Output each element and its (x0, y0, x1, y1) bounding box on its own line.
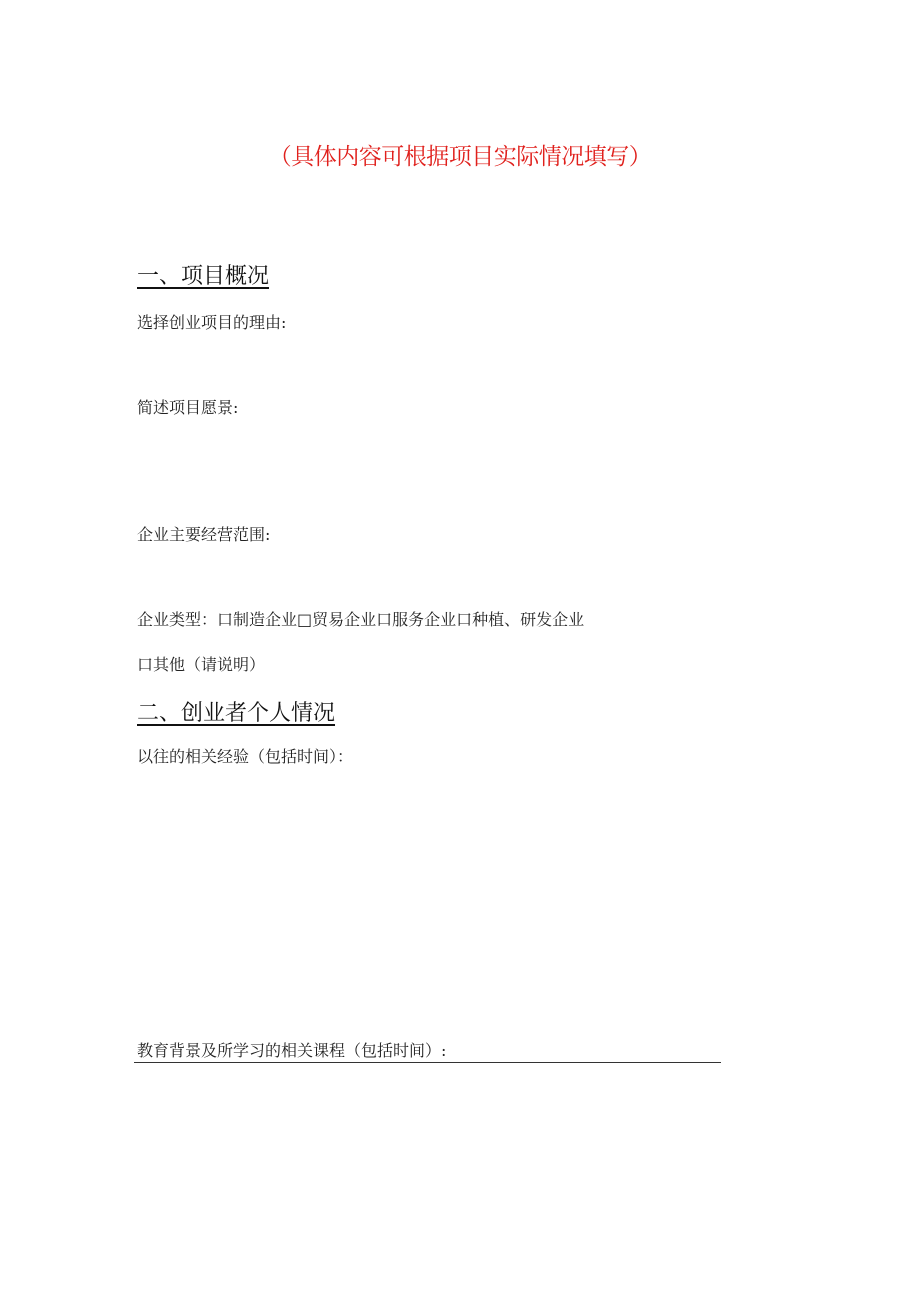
field-label-education-background: 教育背景及所学习的相关课程（包括时间）: (137, 1041, 447, 1060)
field-label-project-reason: 选择创业项目的理由: (137, 313, 287, 332)
field-label-enterprise-type: 企业类型：口制造企业□贸易企业口服务企业口种植、研发企业 (137, 610, 585, 629)
field-label-past-experience: 以往的相关经验（包括时间）： (137, 747, 354, 766)
section-title-project-overview: 一、项目概况 (137, 264, 270, 289)
field-label-enterprise-type-other: 口其他（请说明） (137, 655, 266, 674)
divider-line (134, 1062, 721, 1063)
section-title-founder-profile: 二、创业者个人情况 (137, 701, 336, 726)
field-label-project-vision: 简述项目愿景: (137, 398, 239, 417)
field-label-business-scope: 企业主要经营范围: (137, 525, 271, 544)
fill-in-note: （具体内容可根据项目实际情况填写） (268, 144, 652, 170)
